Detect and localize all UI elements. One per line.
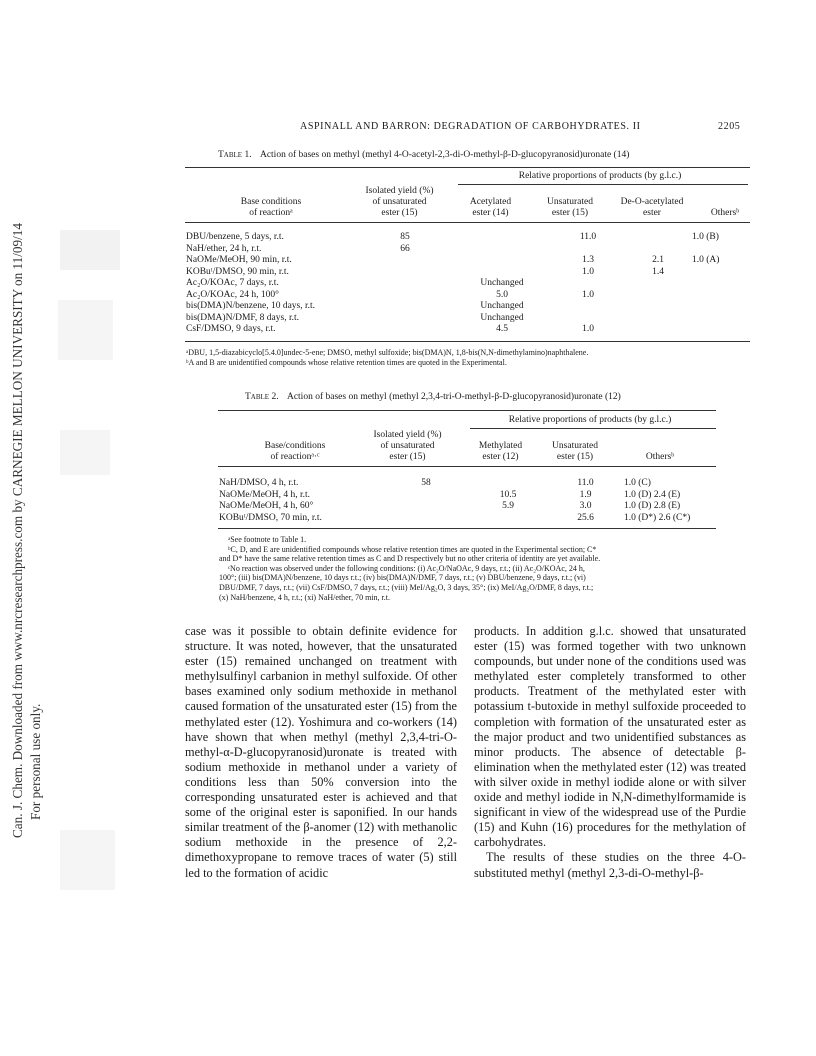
table1-caption-label: Table 1. [218,150,252,160]
table-cell-unsat [552,278,624,290]
header-line: ester (12) [482,452,519,462]
table1-col-unsaturated [535,197,605,219]
table-cell-cond: bis(DMA)N/benzene, 10 days, r.t. [186,301,316,311]
table-cell-yield [358,324,452,336]
table1-caption-text: Action of bases on methyl (methyl 4-O-acetyl-2,3-di-O-methyl-β-D-glucopyranosid)uronate (14) [259,150,630,160]
header-line: Othersᵇ [645,452,675,462]
scan-artifact [60,830,115,890]
header-line: Base conditions [240,197,302,207]
table-cell-unsat: 25.6 [577,512,594,523]
table-cell-acet: Unchanged [480,278,524,288]
table2-group-header: Relative proportions of products (by g.l.c.) [508,415,672,425]
table-cell-acet [452,267,552,279]
header-line: Othersᵇ [710,208,740,218]
table2-col-others [630,452,690,463]
table-cell-acet [452,232,552,244]
table-cell-others: 1.0 (A) [692,255,720,265]
table-cell-cond: NaOMe/MeOH, 4 h, 60° [219,501,314,511]
table-row [186,290,750,302]
paragraph: The results of these studies on the three 4-O-substituted methyl (methyl 2,3-di-O-methyl-β- [474,850,746,880]
table1-group-header: Relative proportions of products (by g.l.c.) [518,171,682,181]
table-cell-deac [624,324,692,336]
table2-col-base [240,441,350,463]
page-number: 2205 [718,121,741,132]
table1-top-rule [185,167,750,168]
table2-header-rule [218,466,716,467]
table1-bottom-rule [185,341,750,342]
table2-caption-label: Table 2. [245,392,279,402]
header-line: De-O-acetylated [620,197,684,207]
table-cell-others: 1.0 (C) [624,478,651,488]
table-cell-yield [358,301,452,313]
table-cell-deac [624,290,692,302]
header-line: ester (15) [551,208,589,218]
table-cell-cond: KOBuᵗ/DMSO, 90 min, r.t. [186,266,289,277]
scan-artifact [60,430,110,475]
table-row [219,478,716,490]
header-line: of reactionᵃ [249,208,293,218]
scan-artifact [60,230,120,270]
table-cell-yield [358,255,452,267]
table2-caption [245,392,621,402]
table-cell-cond: Ac₂O/KOAc, 24 h, 100° [186,289,279,300]
running-title: ASPINALL AND BARRON: DEGRADATION OF CARBOHYDRATES. II [300,121,641,132]
running-header [0,121,816,137]
table-cell-acet [452,244,552,256]
table-cell-deac [624,232,692,244]
table-cell-cond: CsF/DMSO, 9 days, r.t. [186,324,276,334]
header-line: Methylated [478,441,523,451]
right-text-column [474,624,746,881]
table2-col-unsaturated [540,441,610,463]
table-cell-deac [624,244,692,256]
table2-col-methylated [468,441,533,463]
header-line: ester (15) [381,208,418,218]
table1-col-base [216,197,326,219]
table2-body [219,478,716,524]
table2-footnote-line: ᵃSee footnote to Table 1. [228,535,307,544]
table2-footnote-line: and D* have the same relative retention times as C and D respectively but no other criteria of identity are yet available. [219,554,601,564]
table2-bottom-rule [218,528,716,529]
table-row [186,267,750,279]
table-cell-acet: Unchanged [480,312,524,323]
left-text-column [185,624,457,881]
table2-top-rule [218,410,716,411]
download-stamp-line: Can. J. Chem. Downloaded from www.nrcresearchpress.com by CARNEGIE MELLON UNIVERSITY on 11/09/14 [10,223,25,838]
table-cell-others [692,267,750,279]
personal-use-line: For personal use only. [28,703,43,820]
table2-caption-text: Action of bases on methyl (methyl 2,3,4-tri-O-methyl-β-D-glucopyranosid)uronate (12) [286,392,621,402]
table1-body [186,232,750,336]
table-cell-acet: 5.0 [496,289,508,300]
table-cell-meth: 10.5 [499,489,517,500]
header-line: ester (15) [389,452,426,462]
table1-header-rule [185,222,750,223]
table-row [186,232,750,244]
download-stamp [6,223,46,838]
table-cell-unsat: 11.0 [579,232,597,242]
table-cell-unsat [552,301,624,313]
table-cell-yield [389,513,463,525]
table-cell-unsat [552,313,624,325]
table-row [186,301,750,313]
table1-col-acetylated [458,197,523,219]
table-cell-others [692,278,750,290]
table-cell-unsat [552,244,624,256]
header-line: of reactionᵃ·ᶜ [270,452,320,462]
table-cell-others: 1.0 (D) 2.4 (E) [624,489,681,500]
table-cell-unsat: 1.3 [582,255,594,265]
table-cell-unsat: 1.9 [579,489,592,500]
table-cell-deac [624,313,692,325]
table-cell-yield: 66 [400,243,410,254]
table1-col-yield [352,186,447,219]
table-cell-others [692,324,750,336]
paragraph: case was it possible to obtain definite evidence for structure. It was noted, however, that the unsaturated ester (15) remained unchanged on treatment with methylsulfinyl carbanion in methyl sulfoxide. Of other bases examined only sodium methoxide in methanol caused formation of the unsaturated ester (15) from the methylated ester (12). Yoshimura and co-workers (14) have shown that when methyl (methyl 2,3,4-tri-O-methyl-α-D-glucopyranosid)uronate is treated with sodium methoxide in methanol under a variety of conditions less than 50% conversion into the corresponding unsaturated ester is achieved and that some of the original ester is saponified. In our hands similar treatment of the β-anomer (12) with methanolic sodium methoxide in the presence of 2,2-dimethoxypropane to remove traces of water (5) still led to the formation of acidic [185,624,457,880]
table1-footnote-a: ᵃDBU, 1,5-diazabicyclo[5.4.0]undec-5-ene; DMSO, methyl sulfoxide; bis(DMA)N, 1,8-bis(N,N-dimethylamino)naphthalene. [186,348,589,357]
table2-footnote-line: 100°; (iii) bis(DMA)N/benzene, 10 days r.t.; (iv) bis(DMA)N/DMF, 7 days, r.t.; (v) DBU/benzene, 9 days, r.t.; (vi) [219,573,586,583]
table-cell-unsat: 1.0 [582,266,594,277]
table-cell-cond: NaH/ether, 24 h, r.t. [186,243,262,254]
table-cell-yield [358,278,452,290]
table-row [219,490,716,502]
table2-footnote-line: (x) NaH/benzene, 4 h, r.t.; (xi) NaH/ether, 70 min, r.t. [219,592,390,602]
table-row [186,244,750,256]
table-cell-yield: 85 [400,232,410,242]
table-cell-deac: 1.4 [652,266,664,277]
table2-group-rule [470,428,716,429]
table-cell-yield [358,313,452,325]
table-cell-cond: bis(DMA)N/DMF, 8 days, r.t. [186,312,299,323]
table-cell-unsat: 1.0 [582,324,594,334]
table2-footnote-line: ᵇC, D, and E are unidentified compounds whose relative retention times are quoted in the Experimental section; C* [228,544,597,554]
table1-caption [218,150,629,160]
table2-footnote-line: ᶜNo reaction was observed under the following conditions: (i) Ac₂O/NaOAc, 9 days, r.t.; (ii) Ac₂O/KOAc, 24 h, [228,563,585,573]
table-row [219,513,716,525]
table-cell-deac [624,301,692,313]
table-cell-unsat: 3.0 [579,501,592,511]
header-line: of unsaturated [372,197,427,207]
table-cell-others [692,301,750,313]
table2-col-yield [360,430,455,463]
table-cell-unsat: 1.0 [582,289,594,300]
table-cell-cond: Ac₂O/KOAc, 7 days, r.t. [186,278,279,288]
table-cell-others: 1.0 (D*) 2.6 (C*) [624,512,691,523]
header-line: Base/conditions [264,441,326,451]
table-cell-yield [389,490,463,502]
header-line: ester (14) [472,208,509,218]
table-cell-yield: 58 [421,478,431,488]
table2-footnote-line: DBU/DMF, 7 days, r.t.; (vii) CsF/DMSO, 7 days, r.t.; (viii) MeI/Ag₂O, 3 days, 35°; (ix) MeI/Ag₂O/DMF, 8 days, r.t.; [219,583,594,592]
header-line: Isolated yield (%) [373,430,442,440]
paragraph: products. In addition g.l.c. showed that unsaturated ester (15) was formed together with two unknown compounds, but under none of the conditions used was methylated ester completely transformed to other products. Treatment of the methylated ester with potassium t-butoxide in methyl sulfoxide proceeded to completion with formation of the unsaturated ester as the major product and two unidentified substances as minor products. The absence of detectable β-elimination when the methylated ester (12) was treated with silver oxide in methyl iodide alone or with silver oxide and methyl iodide in N,N-dimethylformamide is significant in view of the widespread use of the Purdie (15) and Kuhn (16) procedures for the methylation of carbohydrates. [474,624,746,850]
table-cell-others: 1.0 (B) [692,232,719,242]
header-line: Isolated yield (%) [365,186,434,196]
table-row [186,278,750,290]
scan-artifact [58,300,113,360]
table-cell-deac [624,278,692,290]
table-cell-yield [389,501,463,513]
table-cell-cond: NaOMe/MeOH, 90 min, r.t. [186,255,292,265]
header-line: Unsaturated [552,441,598,451]
table-cell-others [692,244,750,256]
table-row [186,313,750,325]
table-cell-deac: 2.1 [652,255,664,265]
table1-col-others [700,208,750,219]
table-cell-others [692,313,750,325]
header-line: Unsaturated [547,197,593,207]
table-cell-yield [358,290,452,302]
header-line: Acetylated [469,197,512,207]
table1-footnote-b: ᵇA and B are unidentified compounds whose relative retention times are quoted in the Experimental. [186,358,507,367]
table-cell-meth: 5.9 [502,501,514,511]
table-cell-meth [463,513,553,525]
table-cell-acet: Unchanged [480,301,524,311]
table-cell-acet [452,255,552,267]
header-line: ester [643,208,661,218]
table-cell-cond: NaOMe/MeOH, 4 h, r.t. [219,489,311,500]
header-line: ester (15) [556,452,594,462]
table-cell-others: 1.0 (D) 2.8 (E) [624,501,681,511]
table-cell-cond: DBU/benzene, 5 days, r.t. [186,232,284,242]
table1-group-rule [458,184,748,185]
table-row [186,255,750,267]
table-cell-meth [463,478,553,490]
table-cell-unsat: 11.0 [577,478,594,488]
header-line: of unsaturated [380,441,435,451]
table1-col-deacetylated [612,197,692,219]
table-cell-yield [358,267,452,279]
table-row [186,324,750,336]
table-cell-acet: 4.5 [496,324,508,334]
table-cell-others [692,290,750,302]
table-cell-cond: NaH/DMSO, 4 h, r.t. [219,478,299,488]
table-cell-cond: KOBuᵗ/DMSO, 70 min, r.t. [219,512,322,523]
table-row [219,501,716,513]
